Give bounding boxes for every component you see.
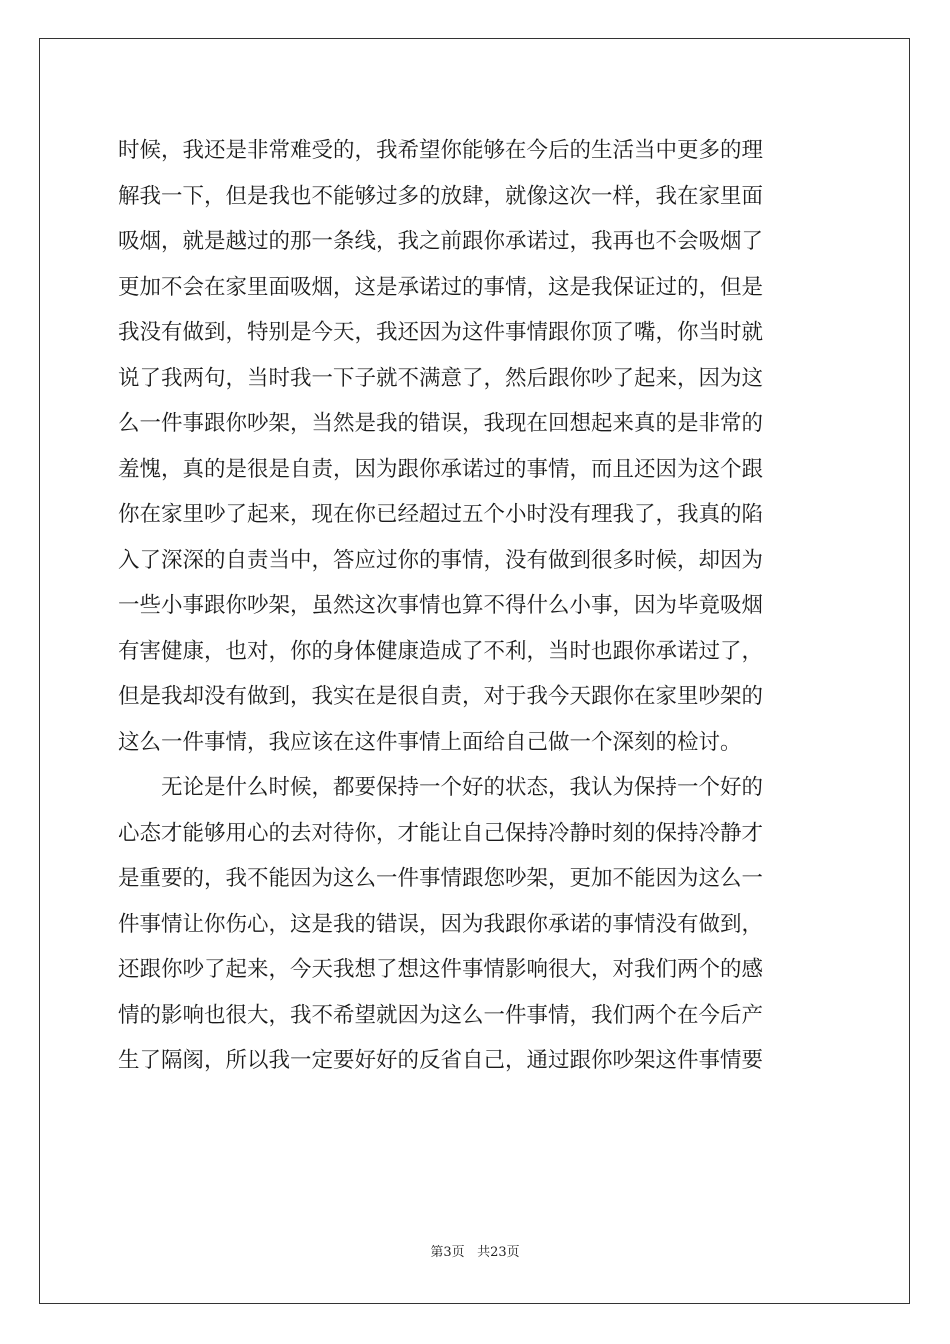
text-line: 你在家里吵了起来，现在你已经超过五个小时没有理我了，我真的陷 <box>118 502 764 527</box>
text-line: 解我一下，但是我也不能够过多的放肆，就像这次一样，我在家里面 <box>118 183 764 209</box>
text-line: 心态才能够用心的去对待你，才能让自己保持冷静时刻的保持冷静才 <box>118 820 764 846</box>
text-line: 情的影响也很大，我不希望就因为这么一件事情，我们两个在今后产 <box>118 1002 764 1028</box>
text-line: 还跟你吵了起来，今天我想了想这件事情影响很大，对我们两个的感 <box>118 957 764 982</box>
text-line: 羞愧，真的是很是自责，因为跟你承诺过的事情，而且还因为这个跟 <box>118 456 764 482</box>
text-line: 件事情让你伤心，这是我的错误，因为我跟你承诺的事情没有做到， <box>118 911 764 937</box>
text-line: 生了隔阂，所以我一定要好好的反省自己，通过跟你吵架这件事情要 <box>118 1048 764 1073</box>
text-line: 更加不会在家里面吸烟，这是承诺过的事情，这是我保证过的，但是 <box>118 274 764 300</box>
text-line: 入了深深的自责当中，答应过你的事情，没有做到很多时候，却因为 <box>118 547 764 573</box>
text-line: 无论是什么时候，都要保持一个好的状态，我认为保持一个好的 <box>161 775 764 800</box>
document-body <box>118 128 832 1084</box>
text-line: 时候，我还是非常难受的，我希望你能够在今后的生活当中更多的理 <box>118 138 764 163</box>
text-line: 吸烟，就是越过的那一条线，我之前跟你承诺过，我再也不会吸烟了 <box>118 229 764 254</box>
text-line: 有害健康，也对，你的身体健康造成了不利，当时也跟你承诺过了， <box>118 638 764 664</box>
page-number: 第3页 <box>430 1245 465 1260</box>
text-line: 我没有做到，特别是今天，我还因为这件事情跟你顶了嘴，你当时就 <box>118 320 764 345</box>
paragraph-1 <box>118 128 832 765</box>
text-line: 但是我却没有做到，我实在是很自责，对于我今天跟你在家里吵架的 <box>118 684 764 709</box>
page-footer <box>0 1245 950 1261</box>
total-pages: 共23页 <box>477 1245 520 1260</box>
text-line: 说了我两句，当时我一下子就不满意了，然后跟你吵了起来，因为这 <box>118 365 764 391</box>
text-line: 是重要的，我不能因为这么一件事情跟您吵架，更加不能因为这么一 <box>118 866 764 891</box>
paragraph-2 <box>118 765 832 1084</box>
text-line: 一些小事跟你吵架，虽然这次事情也算不得什么小事，因为毕竟吸烟 <box>118 593 764 618</box>
text-line: 么一件事跟你吵架，当然是我的错误，我现在回想起来真的是非常的 <box>118 411 764 436</box>
text-line: 这么一件事情，我应该在这件事情上面给自己做一个深刻的检讨。 <box>118 729 742 755</box>
